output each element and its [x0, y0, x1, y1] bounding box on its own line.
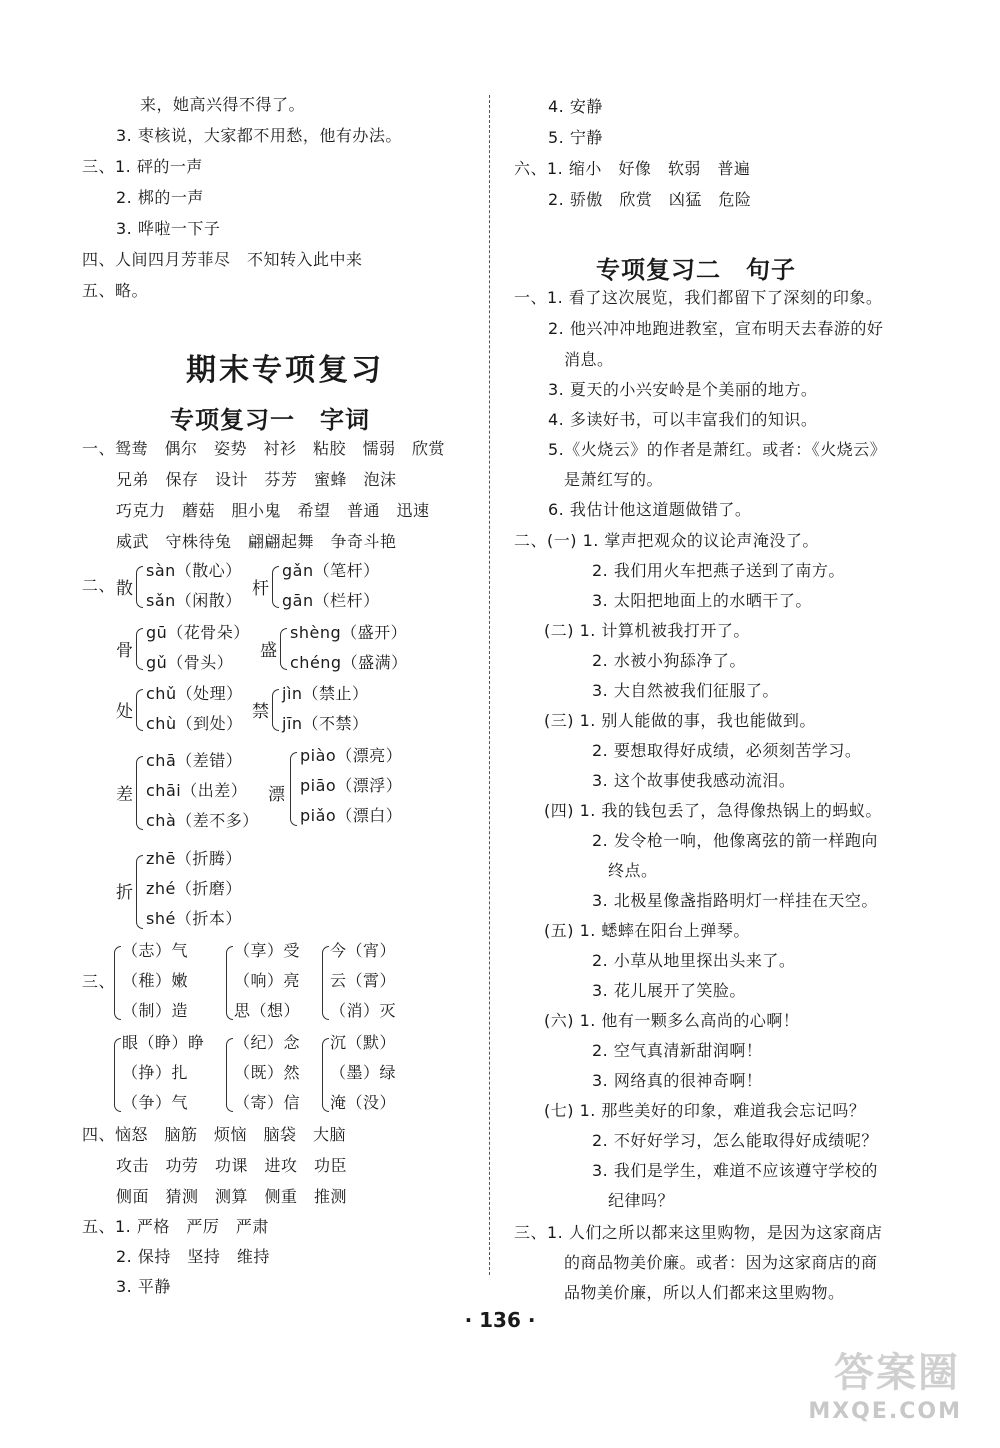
answer-line: 三、1. 砰的一声: [82, 157, 203, 176]
answer-line: 2. 骄傲 欣赏 凶猛 危险: [548, 190, 752, 209]
fill-item: （消）灭: [330, 1001, 397, 1020]
section-title: 专项复习一 字词: [170, 406, 370, 434]
brace: [114, 1038, 121, 1112]
answer-line: 二、(一) 1. 掌声把观众的议论声淹没了。: [514, 531, 819, 550]
fill-item: （既）然: [234, 1063, 301, 1082]
brace: [136, 855, 143, 929]
answer-line: (四) 1. 我的钱包丢了，急得像热锅上的蚂蚁。: [544, 801, 882, 820]
answer-line: (二) 1. 计算机被我打开了。: [544, 621, 750, 640]
answer-line: 2. 我们用火车把燕子送到了南方。: [592, 561, 845, 580]
fill-item: （享）受: [234, 941, 301, 960]
pinyin-line: chéng（盛满）: [290, 653, 408, 672]
pinyin-line: chù（到处）: [146, 714, 243, 733]
watermark-site: MXQE.COM: [808, 1399, 962, 1424]
answer-line: 2. 要想取得好成绩，必须刻苦学习。: [592, 741, 862, 760]
polyphone-char: 杆: [252, 579, 269, 599]
brace: [226, 946, 233, 1020]
answer-line: 攻击 功劳 功课 进攻 功臣: [116, 1156, 348, 1175]
main-title: 期末专项复习: [186, 353, 384, 388]
answer-line: 侧面 猜测 测算 侧重 推测: [116, 1187, 348, 1206]
fill-item: （墨）绿: [330, 1063, 397, 1082]
brace: [114, 946, 121, 1020]
answer-line: (七) 1. 那些美好的印象，难道我会忘记吗？: [544, 1101, 866, 1120]
pinyin-line: zhē（折腾）: [146, 849, 242, 868]
fill-item: 淹（没）: [330, 1093, 397, 1112]
answer-line: 四、恼怒 脑筋 烦恼 脑袋 大脑: [82, 1125, 347, 1144]
pinyin-line: chà（差不多）: [146, 811, 259, 830]
answer-line: 3. 这个故事使我感动流泪。: [592, 771, 796, 790]
fill-item: （挣）扎: [122, 1063, 189, 1082]
answer-line: 五、1. 严格 严厉 严肃: [82, 1217, 269, 1236]
polyphone-char: 禁: [252, 702, 269, 722]
answer-line: 5. 宁静: [548, 128, 603, 147]
pinyin-line: piāo（漂浮）: [300, 776, 403, 795]
fill-item: （响）亮: [234, 971, 301, 990]
pinyin-line: gān（栏杆）: [282, 591, 380, 610]
column-divider: [489, 95, 490, 1275]
polyphone-char: 处: [116, 702, 133, 722]
answer-line: 3. 我们是学生，难道不应该遵守学校的: [592, 1161, 878, 1180]
pinyin-line: piǎo（漂白）: [300, 806, 403, 825]
brace: [290, 752, 297, 826]
answer-line: 巧克力 蘑菇 胆小鬼 希望 普通 迅速: [116, 501, 430, 520]
answer-line: 纪律吗？: [608, 1191, 675, 1210]
answer-line: 是萧红写的。: [564, 470, 664, 489]
polyphone-char: 折: [116, 883, 133, 903]
pinyin-line: chā（差错）: [146, 751, 243, 770]
answer-line: 3. 枣核说，大家都不用愁，他有办法。: [116, 126, 402, 145]
answer-line: 6. 我估计他这道题做错了。: [548, 500, 752, 519]
answer-line: 2. 梆的一声: [116, 188, 204, 207]
fill-item: （稚）嫩: [122, 971, 189, 990]
brace: [136, 689, 143, 731]
pinyin-line: sàn（散心）: [146, 561, 242, 580]
answer-line: 3. 太阳把地面上的水晒干了。: [592, 591, 812, 610]
answer-line: 2. 小草从地里探出头来了。: [592, 951, 796, 970]
answer-line: 一、鸳鸯 偶尔 姿势 衬衫 粘胶 懦弱 欣赏: [82, 439, 446, 458]
section-title: 专项复习二 句子: [596, 256, 796, 284]
polyphone-char: 漂: [268, 785, 285, 805]
answer-line: 4. 安静: [548, 97, 603, 116]
answer-line: 2. 保持 坚持 维持: [116, 1247, 270, 1266]
pinyin-line: chǔ（处理）: [146, 684, 243, 703]
fill-item: 云（霄）: [330, 971, 397, 990]
answer-line: 三、1. 人们之所以都来这里购物，是因为这家商店: [514, 1223, 883, 1242]
answer-line: 2. 不好好学习，怎么能取得好成绩呢？: [592, 1131, 878, 1150]
answer-line: 5.《火烧云》的作者是萧红。或者：《火烧云》: [548, 440, 887, 459]
answer-line: 五、略。: [82, 281, 149, 300]
pinyin-line: gǎn（笔杆）: [282, 561, 380, 580]
answer-line: 4. 多读好书，可以丰富我们的知识。: [548, 410, 818, 429]
pinyin-line: jīn（不禁）: [282, 714, 369, 733]
answer-line: 3. 哗啦一下子: [116, 219, 221, 238]
pinyin-line: shé（折本）: [146, 909, 242, 928]
brace: [136, 566, 143, 608]
answer-line: 2. 他兴冲冲地跑进教室，宣布明天去春游的好: [548, 319, 884, 338]
brace: [272, 566, 279, 608]
answer-line: 3. 夏天的小兴安岭是个美丽的地方。: [548, 380, 818, 399]
brace: [136, 628, 143, 670]
answer-line: 2. 空气真清新甜润啊！: [592, 1041, 763, 1060]
pinyin-line: sǎn（闲散）: [146, 591, 242, 610]
answer-line: 品物美价廉，所以人们都来这里购物。: [564, 1283, 845, 1302]
answer-line: 威武 守株待兔 翩翩起舞 争奇斗艳: [116, 532, 397, 551]
pinyin-line: gǔ（骨头）: [146, 653, 234, 672]
brace: [280, 628, 287, 670]
section-label: 二、: [82, 576, 116, 595]
answer-line: 的商品物美价廉。或者：因为这家商店的商: [564, 1253, 878, 1272]
polyphone-char: 散: [116, 579, 133, 599]
answer-line: 六、1. 缩小 好像 软弱 普遍: [514, 159, 751, 178]
polyphone-char: 骨: [116, 641, 133, 661]
answer-line: 终点。: [608, 861, 658, 880]
brace: [322, 1038, 329, 1112]
answer-line: 消息。: [564, 350, 614, 369]
fill-item: 今（宵）: [330, 941, 397, 960]
answer-line: (六) 1. 他有一颗多么高尚的心啊！: [544, 1011, 800, 1030]
pinyin-line: gū（花骨朵）: [146, 623, 250, 642]
fill-item: （纪）念: [234, 1033, 301, 1052]
answer-line: 2. 水被小狗舔净了。: [592, 651, 746, 670]
watermark: [784, 1350, 984, 1432]
pinyin-line: zhé（折磨）: [146, 879, 242, 898]
brace: [322, 946, 329, 1020]
brace: [272, 689, 279, 731]
answer-line: 3. 网络真的很神奇啊！: [592, 1071, 763, 1090]
fill-item: （志）气: [122, 941, 189, 960]
fill-item: 眼（睁）睁: [122, 1033, 205, 1052]
watermark-logo: 答案圈: [834, 1350, 960, 1396]
polyphone-char: 差: [116, 785, 133, 805]
answer-line: (三) 1. 别人能做的事，我也能做到。: [544, 711, 816, 730]
answer-line: 3. 北极星像盏指路明灯一样挂在天空。: [592, 891, 878, 910]
answer-line: 四、人间四月芳菲尽 不知转入此中来: [82, 250, 363, 269]
brace: [136, 756, 143, 830]
pinyin-line: chāi（出差）: [146, 781, 248, 800]
answer-line: 3. 平静: [116, 1277, 171, 1296]
answer-line: (五) 1. 蟋蟀在阳台上弹琴。: [544, 921, 750, 940]
answer-line: 一、1. 看了这次展览，我们都留下了深刻的印象。: [514, 288, 883, 307]
fill-item: （制）造: [122, 1001, 189, 1020]
answer-line: 3. 大自然被我们征服了。: [592, 681, 779, 700]
answer-line: 来，她高兴得不得了。: [140, 95, 306, 114]
fill-item: （争）气: [122, 1093, 189, 1112]
fill-item: 思（想）: [234, 1001, 301, 1020]
pinyin-line: piào（漂亮）: [300, 746, 403, 765]
brace: [226, 1038, 233, 1112]
polyphone-char: 盛: [260, 641, 277, 661]
fill-item: （寄）信: [234, 1093, 301, 1112]
answer-line: 2. 发令枪一响，他像离弦的箭一样跑向: [592, 831, 878, 850]
pinyin-line: shèng（盛开）: [290, 623, 408, 642]
page-number: · 136 ·: [464, 1308, 536, 1332]
answer-line: 3. 花儿展开了笑脸。: [592, 981, 746, 1000]
fill-item: 沉（默）: [330, 1033, 397, 1052]
section-label: 三、: [82, 972, 116, 991]
answer-line: 兄弟 保存 设计 芬芳 蜜蜂 泡沫: [116, 470, 397, 489]
pinyin-line: jìn（禁止）: [282, 684, 369, 703]
